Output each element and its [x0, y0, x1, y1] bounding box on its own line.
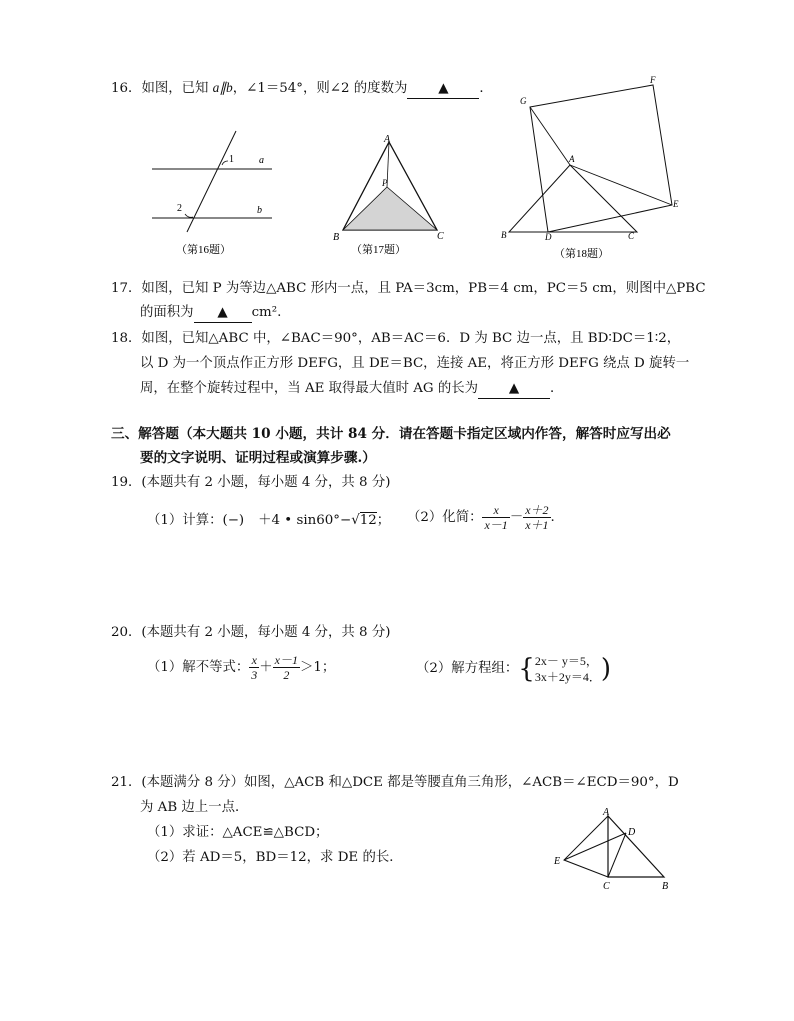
q20-p1-end: ＞1； [299, 660, 336, 675]
sqrt-radicand: 12 [359, 513, 377, 528]
answer-blank [407, 80, 479, 99]
triangle-mark: ▲ [217, 305, 228, 320]
point-b-label: B [662, 881, 669, 892]
operator: ＋ [259, 660, 273, 675]
operator: － [509, 510, 524, 525]
q17-unit: cm². [251, 305, 282, 320]
equation-2: 3x＋2y＝4． [534, 670, 601, 684]
question-21-line2: 为 AB 边上一点． [140, 800, 249, 815]
q18-end: ． [550, 381, 564, 396]
point-b-label: B [501, 230, 507, 240]
triangle-mark: ▲ [508, 381, 520, 396]
answer-blank [194, 304, 252, 323]
segment-ae [570, 165, 672, 205]
question-20-part1 [147, 653, 335, 682]
figure-17-caption: （第17题） [351, 244, 406, 256]
question-number: 16． [111, 81, 142, 96]
triangle-mark: ▲ [438, 81, 449, 96]
numerator: x－1 [274, 653, 298, 667]
q16-end: ． [479, 81, 493, 96]
question-21-part1: （1）求证：△ACE≌△BCD； [147, 825, 329, 840]
fraction-2 [523, 503, 550, 532]
angle-1-arc [222, 161, 228, 165]
q19-p2-text: （2）化简： [407, 510, 483, 525]
square-defg [530, 85, 672, 232]
figure-16 [140, 125, 280, 260]
denominator: 3 [251, 668, 258, 682]
q16-text-b: ，∠1＝54°，则∠2 的度数为 [232, 81, 408, 96]
question-18-line2: 以 D 为一个顶点作正方形 DEFG，且 DE＝BC，连接 AE，将正方形 DEFG 绕点 D 旋转一 [140, 356, 690, 371]
question-19-part2 [407, 503, 555, 532]
triangle-abc [509, 165, 637, 232]
numerator: x＋2 [525, 503, 549, 517]
point-d-label: D [545, 232, 552, 242]
figure-16-caption: （第16题） [176, 244, 231, 256]
triangle-ace [564, 816, 608, 877]
fraction-1 [482, 503, 509, 532]
point-p-label: P [382, 178, 388, 188]
q19-p2-end: . [550, 510, 555, 525]
point-a-label: A [384, 134, 391, 145]
q19-p1-end: ； [376, 513, 391, 528]
figure-17 [325, 128, 455, 258]
line-a-label: a [259, 155, 264, 166]
point-a-label: A [569, 154, 575, 164]
question-16 [111, 79, 493, 99]
question-21-part2: （2）若 AD＝5，BD＝12，求 DE 的长． [147, 850, 403, 865]
numerator: x [249, 653, 259, 668]
answer-blank [478, 380, 550, 399]
transversal [187, 131, 236, 232]
triangle-acb [608, 816, 664, 877]
figure-18-caption: （第18题） [554, 248, 609, 260]
q16-condition: a∥b [212, 80, 233, 95]
point-e-label: E [673, 199, 679, 209]
point-d-label: D [628, 827, 636, 838]
point-c-label: C [628, 231, 635, 241]
fraction-1 [249, 653, 259, 682]
equation-1: 2x－ y＝5， [534, 654, 598, 668]
figure-21 [550, 802, 680, 894]
numerator: x [482, 503, 509, 518]
angle-1-label: 1 [229, 154, 234, 165]
question-17-line1: 17．如图，已知 P 为等边△ABC 形内一点，且 PA＝3cm，PB＝4 cm，PC＝5 cm，则图中△PBC [111, 281, 706, 296]
q17-text: 的面积为 [140, 305, 194, 320]
point-c-label: C [437, 231, 444, 242]
fraction-2 [273, 653, 300, 682]
q19-p1-text: （1）计算：(−) [147, 513, 245, 528]
figure-18 [495, 72, 695, 264]
q20-p1-text: （1）解不等式： [147, 660, 250, 675]
section-heading-line2: 要的文字说明、证明过程或演算步骤.） [140, 450, 376, 466]
q16-text-a: 如图，已知 [141, 81, 213, 96]
section-heading-line1: 三、解答题（本大题共 10 小题，共计 84 分．请在答题卡指定区域内作答，解答时应写出必 [111, 426, 671, 442]
question-21-line1: 21．(本题满分 8 分）如图，△ACB 和△DCE 都是等腰直角三角形，∠ACB＝∠ECD＝90°，D [111, 775, 679, 790]
point-f-label: F [650, 75, 656, 85]
q19-p1-expr: ＋4 • sin60°− [258, 513, 352, 528]
angle-2-arc [185, 214, 193, 217]
q20-p2-text: （2）解方程组： [416, 661, 519, 676]
question-20-header: 20．(本题共有 2 小题，每小题 4 分，共 8 分) [111, 625, 391, 640]
point-c-label: C [603, 881, 610, 892]
q18-text: 周，在整个旋转过程中，当 AE 取得最大值时 AG 的长为 [140, 381, 479, 396]
denominator: x－1 [484, 518, 508, 532]
segment-ag [530, 107, 570, 165]
point-e-label: E [554, 856, 561, 867]
question-17-line2 [140, 304, 281, 323]
triangle-pbc-shaded [343, 187, 437, 230]
point-a-label: A [603, 807, 610, 818]
sqrt-sign: √ [351, 513, 360, 528]
question-18-line1: 18．如图，已知△ABC 中，∠BAC＝90°，AB＝AC＝6．D 为 BC 边一点，且 BD∶DC＝1∶2， [111, 331, 681, 346]
line-b-label: b [257, 205, 262, 216]
question-19-part1 [147, 512, 390, 530]
angle-2-label: 2 [177, 203, 182, 214]
point-b-label: B [333, 232, 340, 243]
equation-system [535, 653, 601, 685]
question-20-part2 [416, 653, 611, 685]
question-18-line3 [140, 380, 563, 399]
denominator: 2 [283, 668, 290, 682]
denominator: x＋1 [525, 518, 549, 532]
point-g-label: G [520, 96, 527, 106]
left-brace: { [518, 654, 535, 684]
right-paren: ) [600, 654, 611, 684]
question-19-header: 19．(本题共有 2 小题，每小题 4 分，共 8 分) [111, 475, 391, 490]
